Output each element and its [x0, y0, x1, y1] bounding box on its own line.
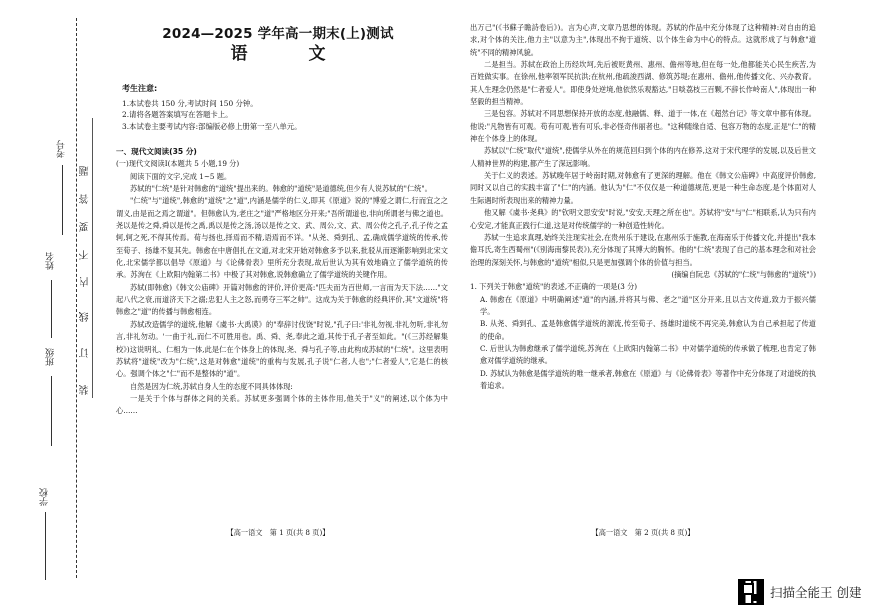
passage-paragraph: 他又解《虞书·尧典》的"钦明文思安安"时说,"安安,天理之所在也"。苏轼将"安"与"仁"相联系,认为只有内心安定,才能真正践行仁道,这是对传统儒学的一种创造性转化。	[470, 208, 816, 230]
qr-code-icon	[738, 579, 764, 605]
passage-paragraph: 苏轼改造儒学的道统,他解《虞书·大禹谟》的"奉辞讨伐饶"时说,"孔子曰:'非礼勿视,非礼勿听,非礼勿言,非礼勿动。'一曲于礼,而仁不可胜用也。禹、舜、尧,奉此之道,其传于孔子者至如此。"(《三苏经解集校》)这说明礼、仁相为一体,此是仁在个体身上的体现,尧、舜与孔子等,由此构成苏轼的"仁统"。这里表明苏轼将"道统"改为"仁统",这是对韩愈"道统"的重构与发展,孔子说"仁者,人也";"仁者爱人",它是仁的核心。强调个体之"仁"而不是整体的"道"。	[116, 319, 448, 379]
cut-char: 线	[80, 312, 91, 322]
reading-passage-cont	[470, 22, 816, 392]
cut-char: 装	[80, 385, 91, 395]
cut-char: 不	[80, 250, 91, 260]
notes-item: 3.本试卷主要考试内容:部编版必修上册第一至八单元。	[122, 121, 302, 131]
exam-notes	[122, 83, 442, 132]
xingming-label: 姓名	[46, 252, 56, 270]
cut-char: 内	[80, 277, 91, 287]
page-footer: 【高一语文 第 1 页(共 8 页)】	[226, 528, 330, 537]
cut-char: 订	[80, 348, 91, 358]
cut-char: 题	[80, 166, 91, 176]
passage-paragraph: 关于仁义的表述。苏轼晚年居于岭南时期,对韩愈有了更深的理解。他在《韩文公庙碑》中高度评价韩愈,同时又以自己的实践丰富了"仁"的内涵。他认为"仁"不仅仅是一种道德规范,更是一种生命态度,是个体面对人生际遇时所表现出来的精神力量。	[470, 171, 816, 205]
passage-paragraph: 出万己"(《书蘇子瞻詩卷后》)。言为心声,文章乃思想的体现。苏轼的作品中充分体现了这种精神:对自由的追求,对个体的关注,他力主"以意为主",体现出不拘于道统、以个体生命为中心的特点。这就形成了与韩愈"道统"不同的精神风貌。	[470, 23, 816, 57]
scanner-watermark	[738, 574, 870, 610]
watermark-text: 扫描全能王 创建	[770, 585, 862, 600]
cut-char: 要	[80, 222, 91, 232]
reading-passage	[116, 146, 448, 418]
passage-source: (摘编自阮忠《苏轼的"仁统"与韩愈的"道统"》)	[671, 269, 816, 279]
question-title: 1. 下列关于韩愈"道统"的表述,不正确的一项是(3 分)	[470, 282, 638, 292]
xuexiao-label: 学校	[40, 488, 50, 506]
notes-item: 1.本试卷共 150 分,考试时间 150 分钟。	[122, 98, 258, 108]
kaohao-field[interactable]	[62, 165, 63, 235]
passage-paragraph: 苏轼以"仁统"取代"道统",使儒学从外在的规范回归到个体的内在修养,这对于宋代理学的发展,以及后世文人精神世界的构建,都产生了深远影响。	[470, 146, 816, 168]
exam-title: 2024—2025 学年高一期末(上)测试	[162, 26, 394, 42]
passage-paragraph: 苏轼的"仁统"是针对韩愈的"道统"提出来的。韩愈的"道统"是道德统,但少有人说苏轼的"仁统"。	[130, 184, 432, 194]
notes-item: 2.请将各题答案填写在答题卡上。	[122, 110, 233, 119]
subsection-heading: (一)现代文阅读Ⅰ(本题共 5 小题,19 分)	[116, 159, 240, 169]
question-option-b[interactable]: B. 从尧、舜到孔、孟是韩愈儒学道统的源流,传至荀子、扬雄时道统不再完美,韩愈认为自己承担起了传道的使命。	[480, 319, 816, 341]
kaohao-label: 考号	[57, 140, 67, 158]
instruction: 阅读下面的文字,完成 1~5 题。	[130, 171, 232, 181]
passage-paragraph: 自然是因为仁统,苏轼自身人生的态度不同具体体现:	[130, 381, 293, 391]
passage-paragraph: "仁统"与"道统",韩愈的"道统"之"道",内涵是儒学的仁义,即其《原道》说的"博爱之谓仁,行而宜之之谓义,由是而之焉之谓道"。但韩愈认为,老庄之"道"严格地区分开来;"吾所谓道也,非向所谓老与佛之道也。尧以是传之舜,舜以是传之禹,禹以是传之汤,汤以是传之文、武、周公,文、武、周公传之孔子,孔子传之孟轲,轲之死,不得其传焉。荀与扬也,择焉而不精,语焉而不详。"从尧、舜到孔、孟,确成儒学道统的传承,传至荀子、扬雄不复其先。韩愈在中唐倡扎在文道,对北宋开始对韩愈多予以来,批驳从而逐渐影响到北宋文化,北宋儒学都以倡导《原道》与《论佛骨表》里所充分表现,故后世认为其有效地确立了儒学道统的传承。苏洵在《上欧阳内翰第二书》中极了其对韩愈,说韩愈确立了儒学道统的关键作用。	[116, 196, 448, 280]
cut-char: 答	[80, 194, 91, 204]
banji-field[interactable]	[51, 376, 52, 446]
passage-paragraph: 一是关于个体与群体之间的关系。苏轼更多强调个体的主体作用,他关于"义"的阐述,以个体为中心……	[116, 393, 448, 416]
passage-paragraph: 苏轼一生追求真理,始终关注现实社会,在贵州乐于建设,在惠州乐于施教,在海南乐于传播文化,并提出"我本儋耳氏,寄生西蜀州"(《别海南黎民表》),充分体现了其博大的胸怀。他的"仁统"表现了自己的基本理念和对社会治理的深刻关怀,与韩愈的"道统"相似,只是更加强调个体的价值与担当。	[470, 232, 816, 267]
section-heading: 一、现代文阅读(35 分)	[116, 147, 197, 156]
xuexiao-field[interactable]	[45, 512, 46, 580]
xingming-field[interactable]	[51, 280, 52, 338]
page-footer: 【高一语文 第 2 页(共 8 页)】	[591, 528, 695, 537]
binding-margin	[0, 0, 104, 585]
exam-subject: 语 文	[230, 44, 348, 64]
banji-label: 班级	[46, 348, 56, 366]
question-option-d[interactable]: D. 苏轼认为韩愈是儒学道统的唯一继承者,韩愈在《原道》与《论佛骨表》等著作中充分体现了对道统的执着追求。	[480, 368, 816, 390]
question-option-c[interactable]: C. 后世认为韩愈继承了儒学道统,苏洵在《上欧阳内翰第二书》中对儒学道统的传承做了梳理,也肯定了韩愈对儒学道统的继承。	[480, 343, 816, 366]
question-option-a[interactable]: A. 韩愈在《原道》中明确阐述"道"的内涵,并将其与佛、老之"道"区分开来,且以古文传道,致力于振兴儒学。	[480, 294, 816, 316]
passage-paragraph: 二是担当。苏轼在政治上历经坎坷,先后被贬黄州、惠州、儋州等地,但在每一处,他都能关心民生疾苦,为百姓做实事。在徐州,他率领军民抗洪;在杭州,他疏浚西湖、修筑苏堤;在惠州、儋州,他传播文化、兴办教育。其人生理念仍然是"仁者爱人"。即使身处逆境,他依然乐观豁达,"日啖荔枝三百颗,不辞长作岭南人",体现出一种坚毅的担当精神。	[470, 60, 816, 107]
notes-heading: 考生注意:	[122, 84, 158, 93]
passage-paragraph: 三是包容。苏轼对不同思想保持开放的态度,他融儒、释、道于一体,在《超然台记》等文章中都有体现。他说:"凡物皆有可观。苟有可观,皆有可乐,非必怪奇伟丽者也。"这种随缘自适、包容万物的态度,正是"仁"的精神在个体身上的体现。	[470, 109, 816, 144]
binding-dashed-line	[76, 18, 77, 578]
passage-paragraph: 苏轼(即韩愈)《韩文公庙碑》开篇对韩愈的评价,评价更高:"匹夫而为百世师,一言而为天下法……"文起八代之衰,而道济天下之溺;忠犯人主之怒,而勇夺三军之帅"。这成为关于韩愈的经典评价,其"文道统"将韩愈之"道"的传播与韩愈相连。	[116, 282, 448, 317]
